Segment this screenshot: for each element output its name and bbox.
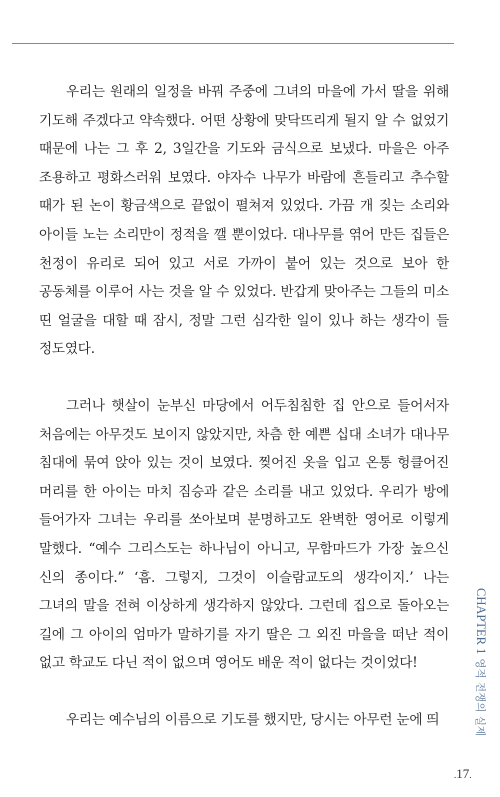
chapter-label: CHAPTER 1 bbox=[474, 588, 488, 655]
page-number-dot-left: . bbox=[454, 770, 457, 780]
chapter-side-tab bbox=[470, 588, 492, 758]
header-rule bbox=[12, 43, 454, 44]
page-number bbox=[454, 766, 472, 782]
side-tab-text bbox=[469, 588, 492, 736]
paragraph-3: 우리는 예수님의 이름으로 기도를 했지만, 당시는 아무런 눈에 띄 bbox=[66, 711, 440, 728]
paragraph-2: 그러나 햇살이 눈부신 마당에서 어두침침한 집 안으로 들어서자 처음에는 아무것도 보이지 않았지만, 차츰 한 예쁜 십대 소녀가 대나무 침대에 묶여 앉아 있는 것이 보였다. 찢어진 옷을 입고 온통 헝클어진 머리를 한 아이는 마치 짐승과 같은 소리를 내고 있었다. 우리가 방에 들어가자 그녀는 우리를 쏘아보며 분명하고도 완벽한 영어로 이렇게 말했다. “예수 그리스도는 하나님이 아니고, 무함마드가 가장 높으신 신의 종이다.” ‘흠. 그렇지, 그것이 이슬람교도의 생각이지.’ 나는 그녀의 말을 전혀 이상하게 생각하지 않았다. 그런데 집으로 돌아오는 길에 그 아이의 엄마가 말하기를 자기 딸은 그 외진 마을을 떠난 적이 없고 학교도 다닌 적이 없으며 영어도 배운 적이 없다는 것이었다! bbox=[39, 397, 449, 672]
page-number-value: 17 bbox=[456, 766, 470, 781]
chapter-title: 영적 전쟁의 실제 bbox=[474, 658, 486, 737]
page-number-dot-right: . bbox=[469, 770, 472, 780]
paragraph-1: 우리는 원래의 일정을 바꿔 주중에 그녀의 마을에 가서 딸을 위해 기도해 주겠다고 약속했다. 어떤 상황에 맞닥뜨리게 될지 알 수 없었기 때문에 나는 그 후 2, 3일간을 기도와 금식으로 보냈다. 마을은 아주 조용하고 평화스러워 보였다. 야자수 나무가 바람에 흔들리고 추수할 때가 된 논이 황금색으로 끝없이 펼쳐져 있었다. 가끔 개 짖는 소리와 아이들 노는 소리만이 정적을 깰 뿐이었다. 대나무를 엮어 만든 집들은 천정이 유리로 되어 있고 서로 가까이 붙어 있는 것으로 보아 한 공동체를 이루어 사는 것을 알 수 있었다. 반갑게 맞아주는 그들의 미소 띤 얼굴을 대할 때 잠시, 정말 그런 심각한 일이 있나 하는 생각이 들 정도였다. bbox=[39, 84, 449, 358]
body-text bbox=[39, 78, 449, 734]
